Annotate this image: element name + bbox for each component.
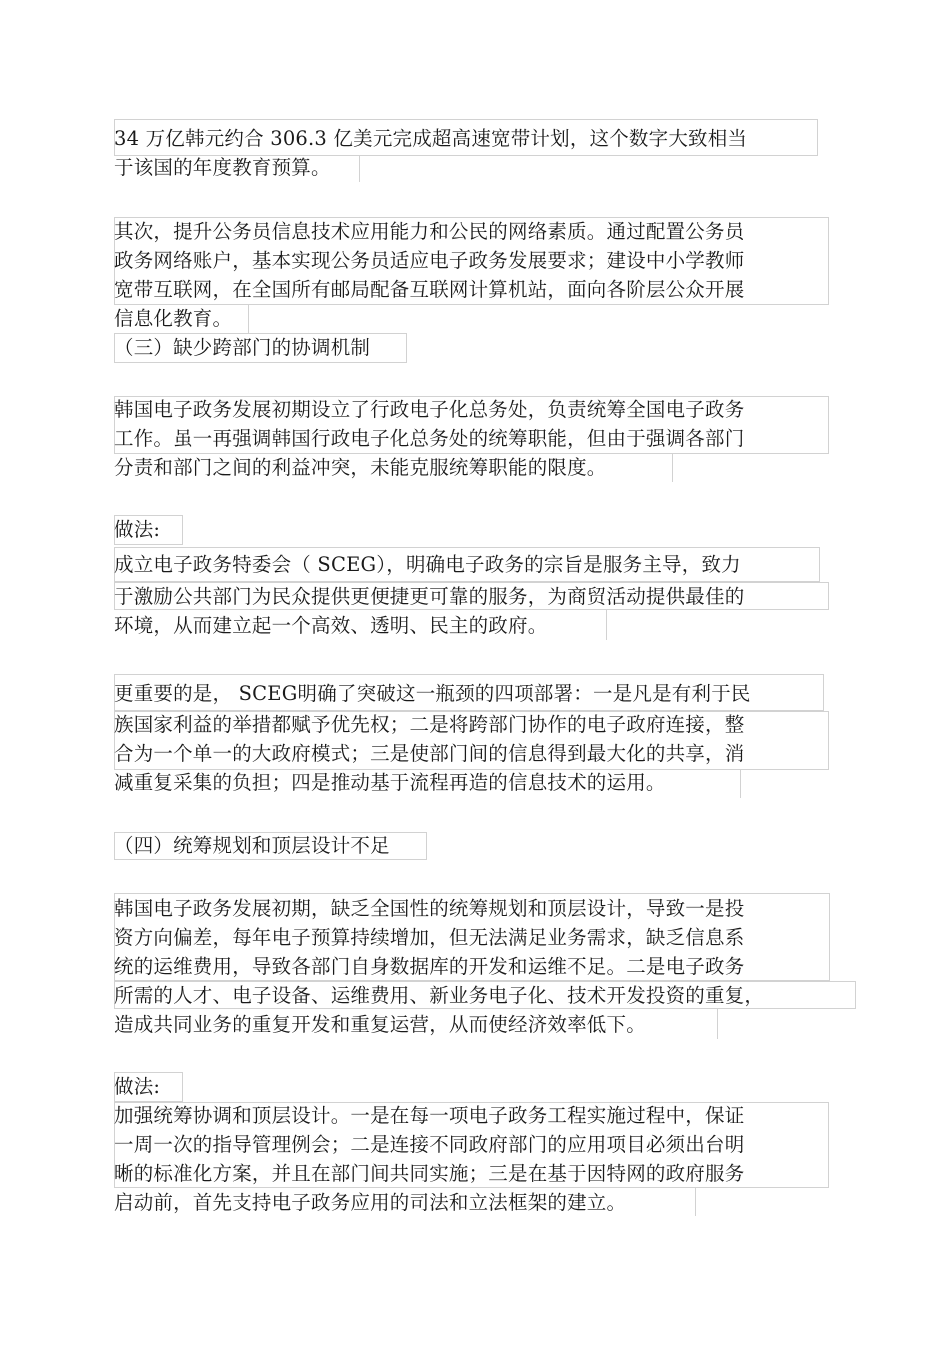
section-heading: （三）缺少跨部门的协调机制 [114, 336, 371, 359]
paragraph-line: 工作。虽一再强调韩国行政电子化总务处的统筹职能，但由于强调各部门 [114, 427, 745, 450]
paragraph-line: 一周一次的指导管理例会；二是连接不同政府部门的应用项目必须出台明 [114, 1133, 745, 1156]
paragraph-line: 韩国电子政务发展初期设立了行政电子化总务处，负责统筹全国电子政务 [114, 398, 745, 421]
paragraph-line: 造成共同业务的重复开发和重复运营，从而使经济效率低下。 [114, 1013, 646, 1036]
paragraph-line: 晰的标准化方案，并且在部门间共同实施；三是在基于因特网的政府服务 [114, 1162, 745, 1185]
paragraph-line: 34 万亿韩元约合 306.3 亿美元完成超高速宽带计划，这个数字大致相当 [114, 127, 748, 150]
paragraph-line: 族国家利益的举措都赋予优先权；二是将跨部门协作的电子政府连接，整 [114, 713, 745, 736]
paragraph-line: 环境，从而建立起一个高效、透明、民主的政府。 [114, 614, 548, 637]
paragraph-line: 分责和部门之间的利益冲突，未能克服统筹职能的限度。 [114, 456, 607, 479]
text-frame [672, 454, 673, 482]
text-frame [359, 156, 360, 182]
paragraph-line: 信息化教育。 [114, 307, 233, 330]
method-label: 做法: [114, 1075, 161, 1098]
text-frame [740, 770, 741, 798]
paragraph-line: 宽带互联网，在全国所有邮局配备互联网计算机站，面向各阶层公众开展 [114, 278, 745, 301]
paragraph-line: 减重复采集的负担；四是推动基于流程再造的信息技术的运用。 [114, 771, 666, 794]
text-frame [248, 305, 249, 333]
paragraph-line: 所需的人才、电子设备、运维费用、新业务电子化、技术开发投资的重复， [114, 984, 765, 1007]
section-heading: （四）统筹规划和顶层设计不足 [114, 834, 390, 857]
paragraph-line: 资方向偏差，每年电子预算持续增加，但无法满足业务需求，缺乏信息系 [114, 926, 745, 949]
text-frame [695, 1188, 696, 1216]
text-frame [606, 610, 607, 640]
paragraph-line: 统的运维费用，导致各部门自身数据库的开发和运维不足。二是电子政务 [114, 955, 745, 978]
paragraph-line: 政务网络账户，基本实现公务员适应电子政务发展要求；建设中小学教师 [114, 249, 745, 272]
paragraph-line: 其次，提升公务员信息技术应用能力和公民的网络素质。通过配置公务员 [114, 220, 745, 243]
paragraph-line: 启动前，首先支持电子政务应用的司法和立法框架的建立。 [114, 1191, 627, 1214]
paragraph-line: 成立电子政务特委会（ SCEG），明确电子政务的宗旨是服务主导，致力 [114, 553, 741, 576]
method-label: 做法: [114, 518, 161, 541]
paragraph-line: 更重要的是， SCEG明确了突破这一瓶颈的四项部署：一是凡是有利于民 [114, 682, 751, 705]
paragraph-line: 加强统筹协调和顶层设计。一是在每一项电子政务工程实施过程中，保证 [114, 1104, 745, 1127]
paragraph-line: 合为一个单一的大政府模式；三是使部门间的信息得到最大化的共享，消 [114, 742, 745, 765]
text-frame [717, 1009, 718, 1039]
paragraph-line: 于激励公共部门为民众提供更便捷更可靠的服务，为商贸活动提供最佳的 [114, 585, 745, 608]
paragraph-line: 于该国的年度教育预算。 [114, 156, 331, 179]
paragraph-line: 韩国电子政务发展初期，缺乏全国性的统筹规划和顶层设计，导致一是投 [114, 897, 745, 920]
